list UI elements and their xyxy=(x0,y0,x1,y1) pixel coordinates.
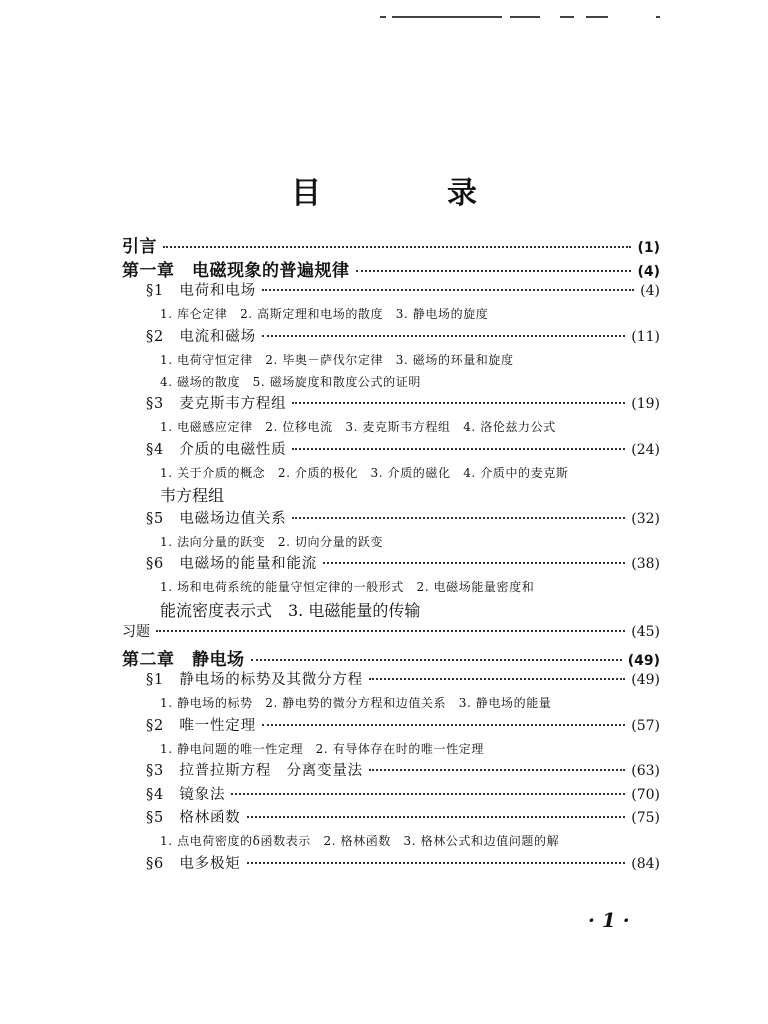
toc-entry-label: §1 电荷和电场 xyxy=(146,283,256,299)
dot-leader xyxy=(292,517,625,519)
toc-entry-chapter xyxy=(122,232,660,256)
toc-entry-label: 习题 xyxy=(122,624,150,640)
toc-entry-label: §4 镜象法 xyxy=(146,786,226,803)
toc-entry-label: §2 电流和磁场 xyxy=(146,328,256,345)
toc-entry-label: 4. 磁场的散度 5. 磁场旋度和散度公式的证明 xyxy=(160,374,421,389)
toc-entry-sub xyxy=(122,737,660,759)
toc-entry-label: §3 麦克斯韦方程组 xyxy=(146,396,287,412)
toc-entry-page: (84) xyxy=(631,855,660,872)
toc-entry-page: (1) xyxy=(637,240,660,256)
toc-entry-page: (11) xyxy=(631,328,660,345)
toc-entry-sub xyxy=(122,830,660,852)
toc-entry-sub xyxy=(122,461,660,483)
dot-leader xyxy=(262,289,634,291)
toc-entry-page: (4) xyxy=(640,283,660,299)
toc-entry-page: (49) xyxy=(627,652,660,669)
toc-entry-page: (49) xyxy=(631,672,660,688)
toc-entry-label: §6 电多极矩 xyxy=(146,855,241,872)
toc-entry-chapter xyxy=(122,256,660,280)
toc-entry-sub-cont xyxy=(122,483,660,507)
toc-entry-label: §5 格林函数 xyxy=(146,810,241,826)
toc-entry-page: (4) xyxy=(637,263,660,280)
toc-entry-section xyxy=(122,759,660,783)
toc-entry-label: §5 电磁场边值关系 xyxy=(146,510,287,527)
dot-leader xyxy=(247,816,626,818)
toc-entry-section xyxy=(122,783,660,807)
dot-leader xyxy=(262,724,625,726)
toc-entry-label: 引言 xyxy=(122,237,157,257)
scan-artifact xyxy=(360,14,660,20)
toc-entry-sub xyxy=(122,692,660,714)
toc-entry-page: (57) xyxy=(631,717,660,734)
toc-entry-section xyxy=(122,668,660,692)
toc-entry-page: (75) xyxy=(631,810,660,826)
toc-entry-section xyxy=(122,507,660,531)
toc-entry-label: 1. 静电场的标势 2. 静电势的微分方程和边值关系 3. 静电场的能量 xyxy=(160,696,552,710)
toc-entry-label: 能流密度表示式 3. 电磁能量的传输 xyxy=(160,600,421,620)
dot-leader xyxy=(262,335,625,337)
toc-entry-sub xyxy=(122,370,660,392)
toc-entry-section xyxy=(122,438,660,462)
dot-leader xyxy=(323,562,625,564)
toc-entry-sub-cont xyxy=(122,598,660,622)
toc-entry-label: §4 介质的电磁性质 xyxy=(146,441,287,458)
toc-entry-label: 1. 库仑定律 2. 高斯定理和电场的散度 3. 静电场的旋度 xyxy=(160,307,489,321)
toc-entry-label: §3 拉普拉斯方程 分离变量法 xyxy=(146,763,363,779)
toc-entry-label: 第一章 电磁现象的普遍规律 xyxy=(122,260,350,281)
dot-leader xyxy=(292,402,625,404)
toc-entry-section xyxy=(122,852,660,876)
toc-entry-exercise xyxy=(122,621,660,645)
toc-entry-label: 1. 场和电荷系统的能量守恒定律的一般形式 2. 电磁场能量密度和 xyxy=(160,580,535,594)
toc-entry-page: (24) xyxy=(631,441,660,458)
toc-entry-label: 1. 法向分量的跃变 2. 切向分量的跃变 xyxy=(160,534,384,549)
toc-entry-page: (70) xyxy=(631,786,660,803)
toc-entry-label: §1 静电场的标势及其微分方程 xyxy=(146,672,363,688)
toc-entry-label: §2 唯一性定理 xyxy=(146,717,256,734)
toc-entry-page: (19) xyxy=(631,396,660,412)
toc-entry-sub xyxy=(122,576,660,598)
toc-entry-page: (32) xyxy=(631,510,660,527)
dot-leader xyxy=(251,659,622,661)
toc-entry-section xyxy=(122,714,660,738)
page-title: 目 录 xyxy=(291,176,525,211)
toc-entry-sub xyxy=(122,348,660,370)
dot-leader xyxy=(163,246,631,248)
toc-entry-label: §6 电磁场的能量和能流 xyxy=(146,556,318,572)
toc-entry-page: (38) xyxy=(631,556,660,572)
dot-leader xyxy=(292,448,625,450)
dot-leader xyxy=(356,270,632,272)
toc-entry-sub xyxy=(122,303,660,325)
toc-entry-section xyxy=(122,806,660,830)
toc-entry-label: 1. 电荷守恒定律 2. 毕奥－萨伐尔定律 3. 磁场的环量和旋度 xyxy=(160,352,514,367)
dot-leader xyxy=(369,678,625,680)
dot-leader xyxy=(369,769,625,771)
toc-entry-sub xyxy=(122,530,660,552)
toc-entry-sub xyxy=(122,416,660,438)
toc-entry-label: 1. 电磁感应定律 2. 位移电流 3. 麦克斯韦方程组 4. 洛伦兹力公式 xyxy=(160,420,556,434)
toc-entry-label: 韦方程组 xyxy=(160,486,225,505)
toc-entry-section xyxy=(122,392,660,416)
toc-entry-chapter xyxy=(122,645,660,669)
toc-entry-page: (63) xyxy=(631,763,660,779)
toc-entry-section xyxy=(122,279,660,303)
toc-entry-label: 1. 静电问题的唯一性定理 2. 有导体存在时的唯一性定理 xyxy=(160,741,484,756)
dot-leader xyxy=(231,793,625,795)
toc-entry-section xyxy=(122,325,660,349)
toc-entry-label: 第二章 静电场 xyxy=(122,649,245,670)
dot-leader xyxy=(156,630,625,632)
table-of-contents xyxy=(122,232,660,875)
page-number: · 1 · xyxy=(588,908,630,932)
dot-leader xyxy=(247,862,626,864)
toc-entry-label: 1. 点电荷密度的δ函数表示 2. 格林函数 3. 格林公式和边值问题的解 xyxy=(160,834,560,848)
toc-entry-label: 1. 关于介质的概念 2. 介质的极化 3. 介质的磁化 4. 介质中的麦克斯 xyxy=(160,465,569,480)
toc-entry-section xyxy=(122,552,660,576)
toc-entry-page: (45) xyxy=(631,624,660,640)
